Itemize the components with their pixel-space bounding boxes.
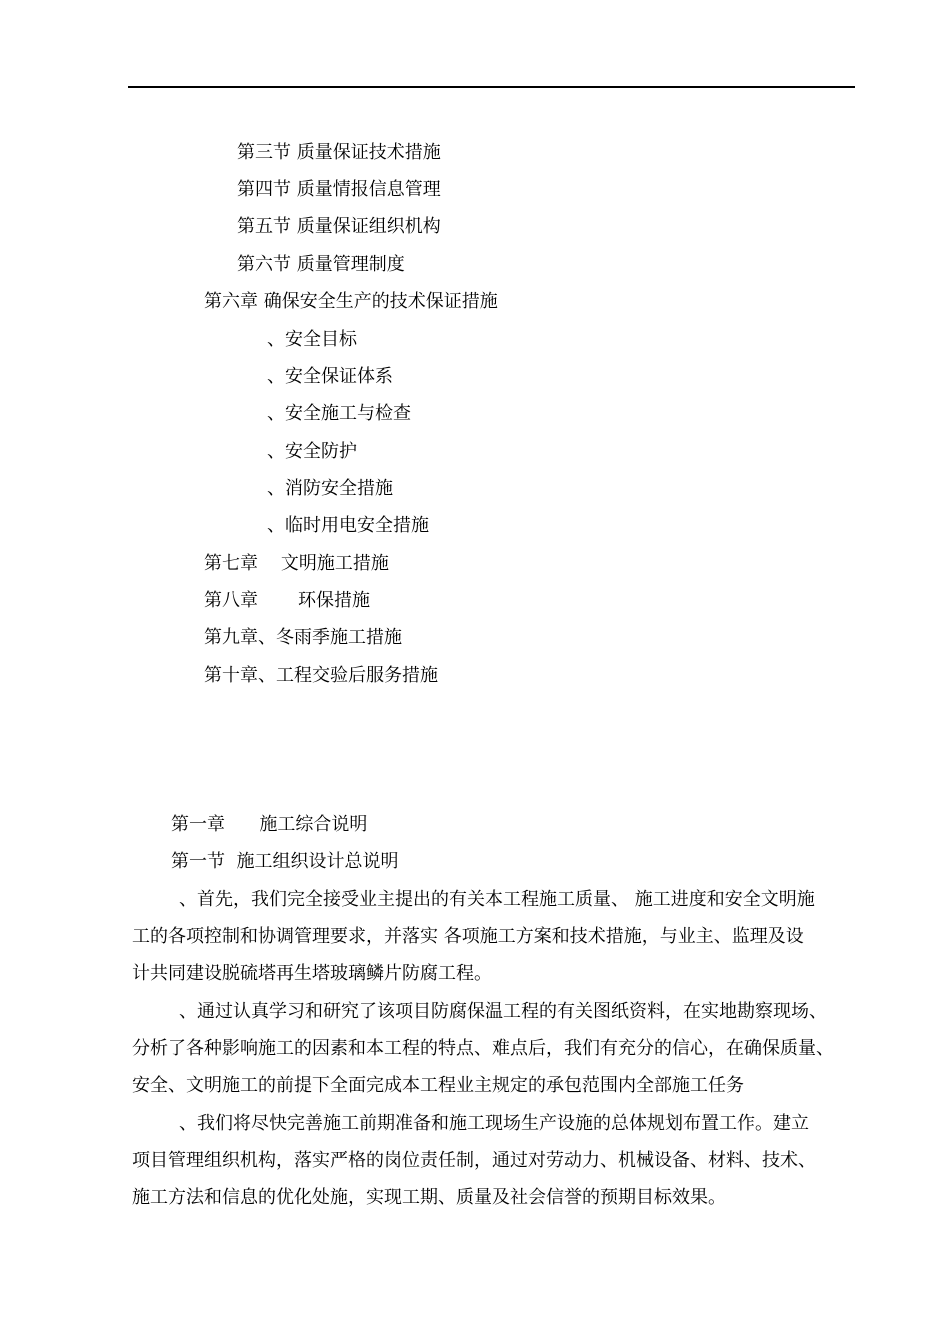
- paragraph-line: 安全、文明施工的前提下全面完成本工程业主规定的承包范围内全部施工任务: [132, 1075, 744, 1096]
- toc-section-5: 第五节 质量保证组织机构: [237, 216, 441, 237]
- toc-section-3: 第三节 质量保证技术措施: [237, 142, 441, 163]
- paragraph-3: [132, 1105, 854, 1216]
- toc-chapter-7: 第七章 文明施工措施: [204, 553, 389, 574]
- toc-ch6-item: 、安全施工与检查: [267, 403, 411, 424]
- toc-section-6: 第六节 质量管理制度: [237, 254, 405, 275]
- paragraph-2: [132, 993, 854, 1104]
- toc-chapter-10: 第十章、工程交验后服务措施: [204, 665, 438, 686]
- paragraph-line: 分析了各种影响施工的因素和本工程的特点、难点后，我们有充分的信心，在确保质量、: [132, 1038, 834, 1059]
- header-rule: [128, 86, 855, 88]
- paragraph-line: 施工方法和信息的优化处施，实现工期、质量及社会信誉的预期目标效果。: [132, 1187, 726, 1208]
- paragraph-line: 、通过认真学习和研究了该项目防腐保温工程的有关图纸资料，在实地勘察现场、: [179, 1001, 827, 1022]
- paragraph-1: [132, 881, 854, 992]
- paragraph-line: 工的各项控制和协调管理要求，并落实 各项施工方案和技术措施，与业主、监理及设: [132, 926, 804, 947]
- toc-ch6-item: 、安全目标: [267, 329, 357, 350]
- toc-chapter-9: 第九章、冬雨季施工措施: [204, 627, 402, 648]
- toc-ch6-item: 、消防安全措施: [267, 478, 393, 499]
- paragraph-line: 项目管理组织机构，落实严格的岗位责任制，通过对劳动力、机械设备、材料、技术、: [132, 1150, 816, 1171]
- paragraph-line: 、首先，我们完全接受业主提出的有关本工程施工质量、 施工进度和安全文明施: [179, 889, 815, 910]
- chapter-title: 第一章 施工综合说明: [171, 814, 368, 835]
- section-title: 第一节 施工组织设计总说明: [171, 851, 399, 872]
- paragraph-line: 、我们将尽快完善施工前期准备和施工现场生产设施的总体规划布置工作。建立: [179, 1113, 809, 1134]
- toc-section-4: 第四节 质量情报信息管理: [237, 179, 441, 200]
- toc-ch6-item: 、安全保证体系: [267, 366, 393, 387]
- paragraph-line: 计共同建设脱硫塔再生塔玻璃鳞片防腐工程。: [132, 963, 492, 984]
- toc-ch6-item: 、临时用电安全措施: [267, 515, 429, 536]
- toc-chapter-6: 第六章 确保安全生产的技术保证措施: [204, 291, 498, 312]
- toc-ch6-item: 、安全防护: [267, 441, 357, 462]
- toc-chapter-8: 第八章 环保措施: [204, 590, 371, 611]
